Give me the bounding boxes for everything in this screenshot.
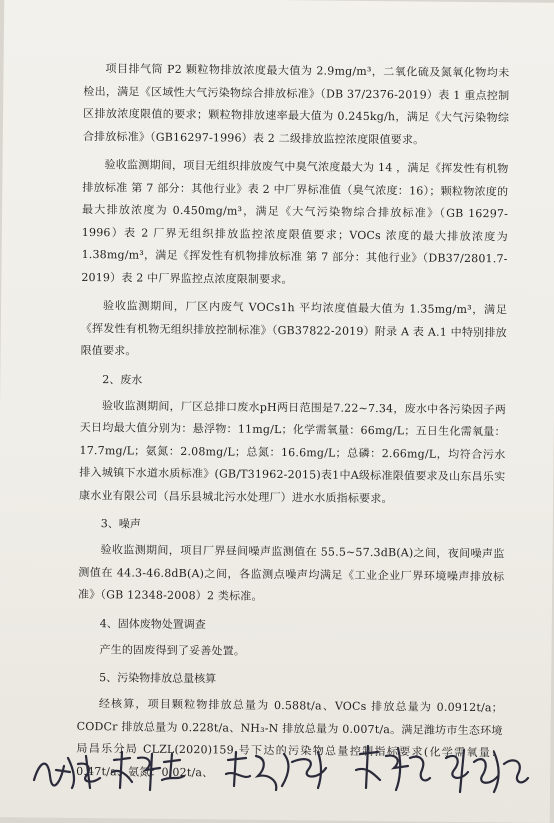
paragraph-solid-waste: 产生的固废得到了妥善处置。 [77, 638, 503, 665]
section-heading-wastewater: 2、废水 [80, 368, 506, 394]
handwritten-signature-2 [108, 748, 188, 794]
signature-area [30, 744, 534, 804]
section-heading-noise: 3、噪声 [79, 513, 505, 539]
paragraph-fugitive-emissions: 验收监测期间，项目无组织排放废气中臭气浓度最大为 14 ，满足《挥发性有机物排放标准 第 7 部分：其他行业》表 2 中厂界标准值（臭气浓度：16）；颗粒物浓度的最大排放浓度为 0.450mg/m³，满足《大气污染物综合排放标准》（GB 16297-1996）表 2 厂界无组织排放监控浓度限值要求；VOCs 浓度的最大排放浓度为 1.38mg/m³，满足《挥发性有机物排放标准 第 7 部分：其他行业》（DB37/2801.7-2019）表 2 中厂界监控点浓度限制要求。 [81, 154, 508, 293]
paragraph-noise: 验收监测期间，项目厂界昼间噪声监测值在 55.5~57.3dB(A)之间，夜间噪声监测值在 44.3-46.8dB(A)之间，各监测点噪声均满足《工业企业厂界环境噪声排放标准》（GB 12348-2008）2 类标准。 [78, 539, 505, 611]
section-heading-solid-waste: 4、固体废物处置调查 [78, 612, 504, 638]
handwritten-signature-3 [222, 746, 342, 796]
paragraph-exhaust-p2: 项目排气筒 P2 颗粒物排放浓度最大值为 2.9mg/m³，二氧化硫及氮氧化物均未检出，满足《区域性大气污染物综合排放标准》（DB 37/2376-2019）表 1 重点控制区排放浓度限值的要求；颗粒物排放速率最大值为 0.245kg/h，满足《大气污染物综合排放标准》（GB16297-1996）表 2 二级排放监控浓度限值要求。 [83, 58, 510, 152]
section-heading-total-emissions: 5、污染物排放总量核算 [77, 667, 503, 693]
handwritten-signature-4 [352, 744, 432, 796]
handwritten-signature-5 [440, 746, 530, 798]
paragraph-wastewater: 验收监测期间，厂区总排口废水pH两日范围是7.22~7.34，废水中各污染因子两天日均最大值分别为：悬浮物：11mg/L；化学需氧量：66mg/L；五日生化需氧量：17.7mg/L；氨氮：2.08mg/L；总氮：16.6mg/L；总磷：2.66mg/L，均符合污水排入城镇下水道水质标准》(GB/T31962-2015)表1中A级标准限值要求及山东昌乐实康水业有限公司（昌乐县城北污水处理厂）进水水质指标要求。 [79, 394, 506, 511]
handwritten-signature-1 [30, 750, 110, 794]
paragraph-voc-indoor: 验收监测期间，厂区内废气 VOCs1h 平均浓度值最大值为 1.35mg/m³，满足《挥发性有机物无组织排放控制标准》（GB37822-2019）附录 A 表 A.1 中特别排放限值要求。 [80, 295, 507, 367]
paragraph-total-emissions: 经核算，项目颗粒物排放总量为 0.588t/a、VOCs 排放总量为 0.0912t/a；CODCr 排放总量为 0.228t/a、NH₃-N 排放总量为 0.007t/a。满足潍坊市生态环境局昌乐分局 CLZL(2020)159 号下达的污染物总量控制指标要求(化学需氧量：0.47t/a、氨氮：0.02t/a、 [76, 693, 503, 787]
